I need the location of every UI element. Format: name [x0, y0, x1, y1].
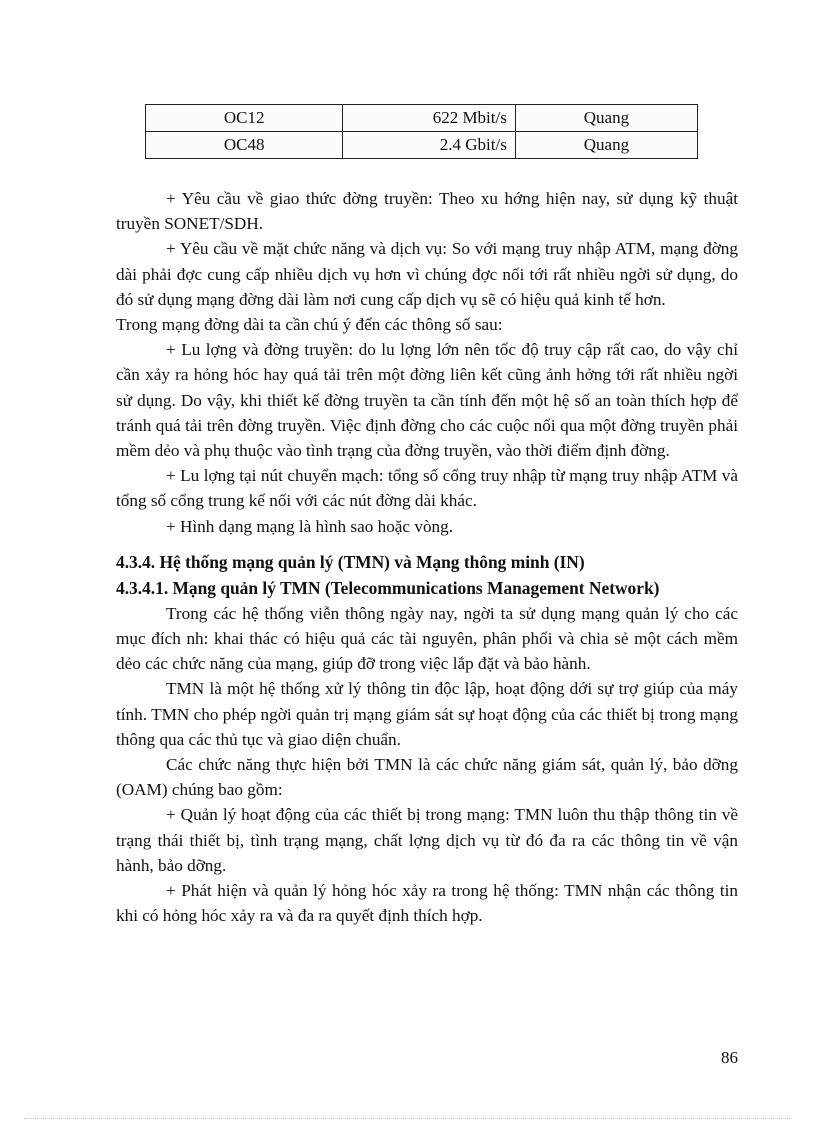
paragraph-tmn-purpose: Trong các hệ thống viễn thông ngày nay, ngời ta sử dụng mạng quản lý cho các mục đích nh: khai thác có hiệu quả các tài nguyên, phân phối và chia sẻ một cách mềm dẻo các chức năng của mạng, giúp đỡ trong việc lắp đặt và bảo hành.: [116, 603, 738, 674]
body-text: [116, 186, 738, 928]
table-cell-name: OC48: [146, 132, 343, 159]
table-row: [146, 132, 698, 159]
table-row: [146, 105, 698, 132]
paragraph-protocol: + Yêu cầu về giao thức đờng truyền: Theo xu hớng hiện nay, sử dụng kỹ thuật truyền SONET/SDH.: [116, 189, 738, 234]
bottom-divider: [24, 1118, 792, 1119]
paragraph-function-service: + Yêu cầu về mặt chức năng và dịch vụ: So với mạng truy nhập ATM, mạng đờng dài phải đợc cung cấp nhiều dịch vụ hơn vì chúng đợc nối tới rất nhiều ngời sử dụng, do đó sử dụng mạng đờng dài làm nơi cung cấp dịch vụ sẽ có hiệu quả kinh tế hơn.: [116, 239, 738, 309]
table-cell-rate: 2.4 Gbit/s: [343, 132, 516, 159]
paragraph-tmn-definition: TMN là một hệ thống xử lý thông tin độc lập, hoạt động dới sự trợ giúp của máy tính. TMN cho phép ngời quản trị mạng giám sát sự hoạt động của các thiết bị trong mạng thông qua các thủ tục và giao diện chuẩn.: [116, 679, 738, 749]
table-cell-medium: Quang: [515, 132, 697, 159]
paragraph-tmn-functions: Các chức năng thực hiện bởi TMN là các chức năng giám sát, quản lý, bảo dỡng (OAM) chúng bao gồm:: [116, 755, 738, 800]
paragraph-switch-traffic: + Lu lợng tại nút chuyển mạch: tổng số cổng truy nhập từ mạng truy nhập ATM và tổng số cổng trung kế nối với các nút đờng dài khác.: [116, 466, 738, 511]
table-cell-medium: Quang: [515, 105, 697, 132]
table-cell-rate: 622 Mbit/s: [343, 105, 516, 132]
bandwidth-table: [145, 104, 698, 159]
subsection-heading: 4.3.4.1. Mạng quản lý TMN (Telecommunications Management Network): [116, 577, 660, 598]
paragraph-fault-management: + Phát hiện và quản lý hỏng hóc xảy ra trong hệ thống: TMN nhận các thông tin khi có hỏng hóc xảy ra và đa ra quyết định thích hợp.: [116, 881, 738, 926]
paragraph-traffic-links: + Lu lợng và đờng truyền: do lu lợng lớn nên tốc độ truy cập rất cao, do vậy chỉ cần xảy ra hỏng hóc hay quá tải trên một đờng liên kết cũng ảnh hởng tới rất nhiều ngời sử dụng. Do vậy, khi thiết kế đờng truyền ta cần tính đến một hệ số an toàn thích hợp để tránh quá tải trên đờng truyền. Việc định đờng cho các cuộc nối qua một đờng truyền phải mềm dẻo và phụ thuộc vào tình trạng của đờng truyền, vào thời điểm định đờng.: [116, 340, 738, 461]
paragraph-parameters-intro: Trong mạng đờng dài ta cần chú ý đến các thông số sau:: [116, 315, 503, 335]
paragraph-topology: + Hình dạng mạng là hình sao hoặc vòng.: [166, 516, 454, 536]
table-cell-name: OC12: [146, 105, 343, 132]
page-number: 86: [721, 1048, 738, 1067]
section-heading: 4.3.4. Hệ thống mạng quản lý (TMN) và Mạng thông minh (IN): [116, 551, 585, 572]
paragraph-device-management: + Quản lý hoạt động của các thiết bị trong mạng: TMN luôn thu thập thông tin về trạng thái thiết bị, tình trạng mạng, chất lợng dịch vụ từ đó đa ra các thông tin về vận hành, bảo dỡng.: [116, 805, 738, 875]
